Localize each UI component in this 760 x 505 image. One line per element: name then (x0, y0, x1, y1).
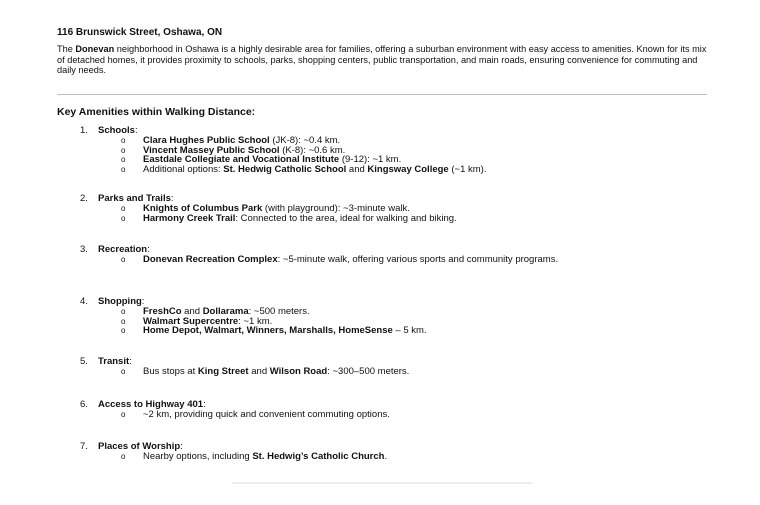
section-recreation: 3. Recreation: o Donevan Recreation Complex: ~5-minute walk, offering various sports and community programs. (80, 244, 708, 265)
divider (57, 94, 707, 95)
amenity-list-item (80, 165, 708, 175)
section-number: 4. (80, 296, 88, 307)
amenity-name: Walmart Supercentre (143, 315, 239, 327)
amenity-text: – 5 km. (392, 325, 427, 337)
section-title: Shopping (98, 296, 142, 307)
amenity-name: Dollarama (202, 306, 249, 317)
amenity-text: (9-12): ~1 km. (339, 154, 402, 166)
amenities-heading: Key Amenities within Walking Distance: (57, 106, 256, 118)
section-items (80, 452, 708, 462)
section-places-of-worship: 7. Places of Worship: o Nearby options, including St. Hedwig’s Catholic Church. (80, 441, 708, 462)
section-shopping: 4. Shopping: o FreshCo and Dollarama: ~500 meters. o Walmart Supercentre: ~1 km. o Home Depot, Walmart, Winners, Marshalls, HomeSense – 5 km. (80, 296, 708, 336)
amenity-text: and (346, 163, 368, 175)
section-number: 7. (80, 441, 88, 452)
section-title: Places of Worship (98, 441, 181, 452)
section-title: Transit (98, 356, 130, 367)
amenity-name: Wilson Road (269, 366, 328, 377)
bullet-icon: o (121, 367, 126, 376)
amenity-name: Donevan Recreation Complex (143, 254, 278, 265)
amenity-name: Harmony Creek Trail (143, 212, 236, 224)
amenity-name: King Street (197, 366, 249, 377)
section-items (80, 410, 708, 420)
bullet-icon: o (121, 145, 126, 155)
section-highway-access: 6. Access to Highway 401: o ~2 km, providing quick and convenient commuting options. (80, 399, 708, 420)
section-items (80, 204, 708, 223)
section-number: 1. (80, 125, 88, 136)
amenity-text: Additional options: (143, 163, 224, 175)
bullet-icon: o (121, 410, 126, 419)
bullet-icon: o (121, 452, 126, 461)
section-number: 3. (80, 244, 88, 255)
section-title: Schools (98, 125, 135, 136)
bullet-icon: o (121, 213, 126, 223)
amenity-text: Nearby options, including (143, 451, 253, 462)
bullet-icon: o (121, 255, 126, 264)
amenity-name: Clara Hughes Public School (143, 135, 270, 146)
amenity-text: Bus stops at (143, 366, 198, 377)
amenity-text: : ~300–500 meters. (327, 366, 410, 377)
section-number: 5. (80, 356, 88, 367)
amenity-name: Home Depot, Walmart, Winners, Marshalls, HomeSense (143, 325, 393, 337)
intro-post: neighborhood in Oshawa is a highly desirable area for families, offering a suburban environment with easy access to amenities. Known for its mix of detached homes, it provides proximity to schools, parks, shopping centers, public transportation, and main roads, ensuring convenience for commuting and daily needs. (57, 44, 707, 76)
intro-pre: The (57, 44, 76, 54)
section-transit: 5. Transit: o Bus stops at King Street and Wilson Road: ~300–500 meters. (80, 356, 708, 377)
amenity-text: (JK-8): ~0.4 km. (269, 135, 341, 146)
amenity-list-item (80, 410, 708, 420)
address-heading: 116 Brunswick Street, Oshawa, ON (57, 27, 223, 38)
amenity-text: : Connected to the area, ideal for walking and biking. (235, 212, 457, 224)
intro-neighborhood: Donevan (75, 44, 115, 54)
section-title: Parks and Trails (98, 193, 171, 204)
bullet-icon: o (121, 155, 126, 165)
amenity-name: Vincent Massey Public School (143, 144, 280, 156)
amenity-text: (~1 km). (448, 163, 487, 175)
bullet-icon: o (121, 164, 126, 174)
amenity-name: St. Hedwig’s Catholic Church (252, 451, 385, 462)
amenity-text: : ~5-minute walk, offering various sports and community programs. (277, 254, 559, 265)
amenity-name: Eastdale Collegiate and Vocational Institute (143, 154, 340, 166)
amenity-list-item (80, 326, 708, 336)
section-parks-and-trails: 2. Parks and Trails: o Knights of Columbus Park (with playground): ~3-minute walk. o Harmony Creek Trail: Connected to the area, ideal for walking and biking. (80, 193, 708, 223)
amenity-list-item (80, 255, 708, 265)
section-number: 6. (80, 399, 88, 410)
amenity-text: ~2 km, providing quick and convenient commuting options. (143, 409, 390, 420)
section-items (80, 367, 708, 377)
amenity-list-item (80, 452, 708, 462)
amenity-text: : ~1 km. (238, 315, 273, 327)
section-title: Recreation (98, 244, 148, 255)
amenity-text: and (181, 306, 203, 317)
amenity-text: (with playground): ~3-minute walk. (262, 203, 410, 214)
bullet-icon: o (121, 136, 126, 145)
bullet-icon: o (121, 307, 126, 316)
amenity-name: St. Hedwig Catholic School (223, 163, 347, 175)
section-items (80, 136, 708, 174)
amenity-text: and (248, 366, 270, 377)
amenity-name: Kingsway College (367, 163, 449, 175)
amenity-text: : ~500 meters. (248, 306, 310, 317)
bullet-icon: o (121, 204, 126, 213)
amenity-list-item (80, 367, 708, 377)
section-schools: 1. Schools: o Clara Hughes Public School (JK-8): ~0.4 km. o Vincent Massey Public School (K-8): ~0.6 km. o Eastdale Collegiate and Vocational Institute (9-12): ~1 km. o Additional options: St. Hedwig Catholic School and Kingsway College (~1 km). (80, 125, 708, 174)
amenity-list-item (80, 214, 708, 224)
amenity-text: . (384, 451, 388, 462)
amenity-name: FreshCo (143, 306, 182, 317)
section-items (80, 307, 708, 336)
section-items (80, 255, 708, 265)
bullet-icon: o (121, 326, 126, 336)
amenity-name: Knights of Columbus Park (143, 203, 263, 214)
bullet-icon: o (121, 316, 126, 326)
section-title: Access to Highway 401 (98, 399, 204, 410)
amenity-text: (K-8): ~0.6 km. (279, 144, 346, 156)
faint-scan-mark (232, 482, 532, 484)
intro-paragraph (57, 44, 712, 76)
section-number: 2. (80, 193, 88, 204)
